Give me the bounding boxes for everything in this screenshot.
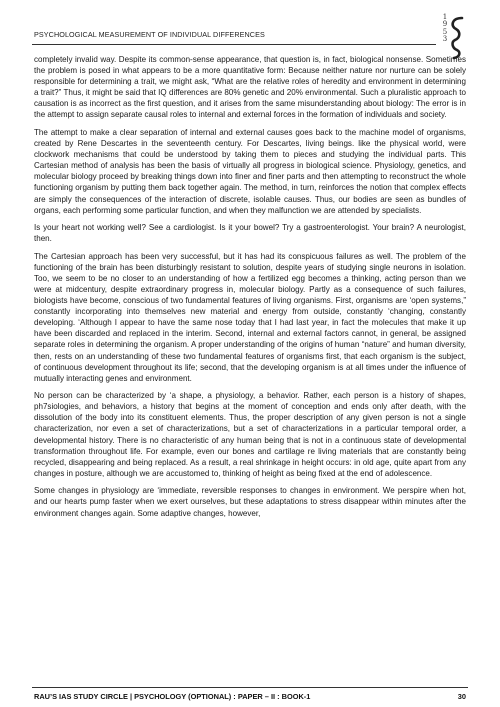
footer-text: RAU’S IAS STUDY CIRCLE | PSYCHOLOGY (OPTIONAL) : PAPER – II : BOOK-1 [34,692,311,701]
header-divider [32,44,436,45]
footer-divider [32,687,468,688]
page-number: 30 [457,692,466,701]
paragraph-6: Some changes in physiology are ‘immediate, reversible responses to changes in environment. We perspire when hot, and our hearts pump faster when we exert ourselves, but these adaptations to stress disappear within minutes after the environment changes again. Some adaptive changes, however, [34,486,466,518]
logo-year: 1 9 5 3 [442,13,448,44]
paragraph-4: The Cartesian approach has been very successful, but it has had its conspicuous failures as well. The problem of the functioning of the brain has been disturbingly resistant to solution, despite years of studying single neurons in isolation. Too, we seem to be no closer to an understanding of how a fertilized egg becomes a thinking, acting person than we were at midcentury, despite extraordinary progress in, molecular biology. Partly as a consequence of such failures, biologists have become, conscious of two fundamental features of living organisms. First, organisms are ‘open systems,” constantly incorporating into themselves new material and energy from outside, constantly ‘changing, constantly developing. ‘Although I appear to have the same nose today that I had last year, in fact the molecules that make it up have been discarded and replaced in the interim. Second, internal and external factors cannot, in general, be assigned separate roles in determining the organism. A proper understanding of the origins of human “nature” and human diversity, then, rests on an understanding of these two fundamental features of organisms first, that each organism is the subject, of continuous development throughout its life; second, that the developing organism is at all times under the influence of mutually interacting genes and environment. [34,251,466,383]
paragraph-2: The attempt to make a clear separation of internal and external causes goes back to the machine model of organisms, created by Rene Descartes in the seventeenth century. For Descartes, living beings. like the physical world, were clockwork mechanisms that could be understood by taking them to pieces and studying the individual parts. This Cartesian method of analysis has been the basis of virtually all progress in biological science. Physiology, genetics, and molecular biology proceed by breaking things down into finer and finer parts and then attempting to reconstruct the whole functioning organism by putting them back together again. The method, in turn, reinforces the notion that complex effects are simply the consequences of the interaction of discrete, isolable causes. Thus, our bodies are seen as bundles of organs, each performing some particular function, and when they malfunction we are attended by specialists. [34,127,466,215]
paragraph-5: No person can be characterized by ‘a shape, a physiology, a behavior. Rather, each person is a history of shapes, ph7siologies, and behaviors, a history that begins at the moment of conception and ends only after death, with the dissolution of the body into its constituent elements. Thus, the proper description of any given person is not a single characterization, nor even a set of characterizations, but a set of characterizations in a particular temporal order, a developmental history. There is no characteristic of any human being that is not in a continuous state of developmental transformation throughout life. For example, even our bones and cartilage re living materials that are constantly being recycled, disappearing and being replaced. As a result, a real shrinkage in height occurs: in old age, quite apart from any changes in posture, although we are accustomed to, thinking of height as being fixed at the end of adolescence. [34,391,466,478]
header-title: PSYCHOLOGICAL MEASUREMENT OF INDIVIDUAL DIFFERENCES [34,30,265,39]
paragraph-1: completely invalid way. Despite its common-sense appearance, that question is, in fact, biological nonsense. Sometimes the problem is posed in what appears to be a more quantitative form: Because neither nature nor nurture can be solely responsible for determining a trait, we might ask, “What are the relative roles of heredity and environment in determining a trait?” Thus, it might be said that IQ differences are 80% genetic and 20% environmental. Such a pluralistic approach to causation is as incorrect as the first question, and it arises from the same misunderstanding about biology: The error is in the attempt to assign separate causal roles to internal and external forces in the formation of individuals and society. [34,55,466,120]
main-content [34,54,466,525]
paragraph-3: Is your heart not working well? See a cardiologist. Is it your bowel? Try a gastroenterologist. Your brain? A neurologist, then. [34,223,466,244]
